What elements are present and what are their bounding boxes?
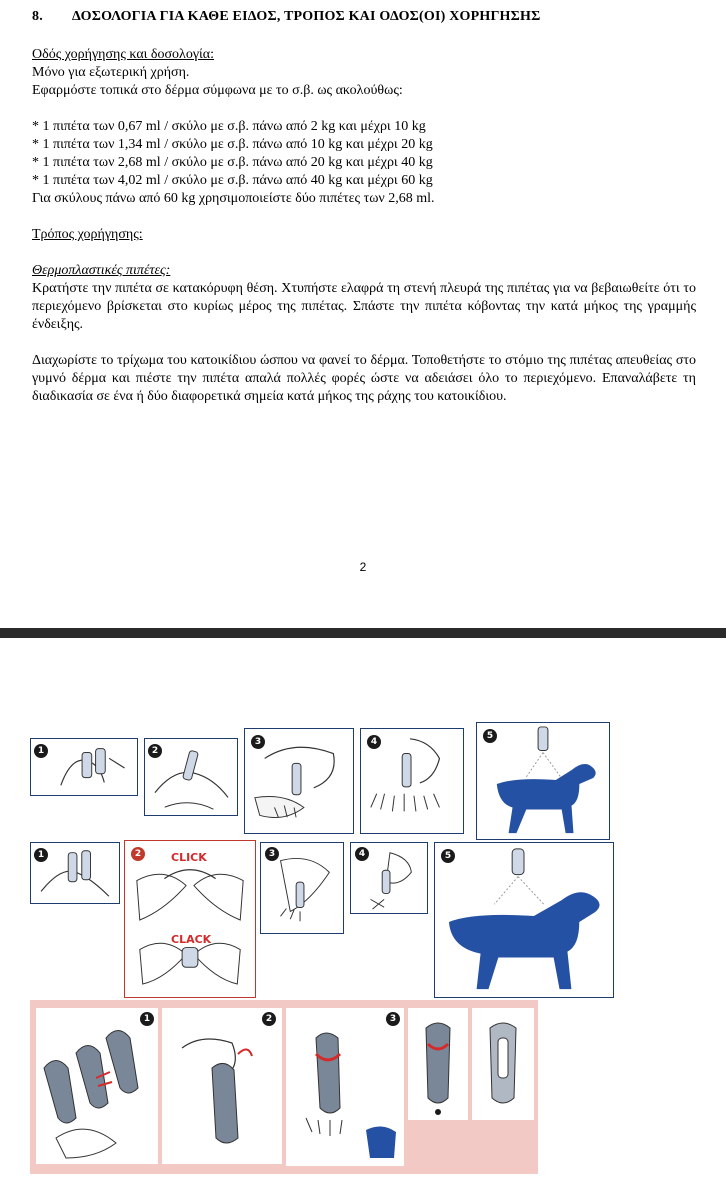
step-badge: 3 (265, 847, 279, 861)
row2-step3-panel (260, 842, 344, 934)
row3-empty-panel (472, 1008, 534, 1120)
three-pipettes-illustration (36, 1008, 158, 1164)
dose-line: * 1 πιπέτα των 2,68 ml / σκύλο με σ.β. πάνω από 20 kg και μέχρι 40 kg (32, 155, 433, 170)
step-badge: 3 (386, 1012, 400, 1026)
dose-line: * 1 πιπέτα των 0,67 ml / σκύλο με σ.β. πάνω από 2 kg και μέχρι 10 kg (32, 119, 426, 134)
route-heading: Οδός χορήγησης και δοσολογία: (32, 47, 215, 62)
dog-silhouette-illustration (477, 723, 609, 839)
row1-step3-panel (244, 728, 354, 834)
row2-step2-panel (124, 840, 256, 998)
step-badge: 3 (251, 735, 265, 749)
page-separator (0, 628, 726, 638)
row2-step4-panel (350, 842, 428, 914)
row1-step2-panel (144, 738, 238, 816)
step-badge: 4 (367, 735, 381, 749)
method-subheading: Θερμοπλαστικές πιπέτες: (32, 263, 171, 278)
method-paragraph-1: Κρατήστε την πιπέτα σε κατακόρυφη θέση. Χτυπήστε ελαφρά τη στενή πλευρά της πιπέτας για να βεβαιωθείτε ότι το περιεχόμενο βρίσκεται στο κυρίως μέρος της πιπέτας. Σπάστε την πιπέτα κόβοντας την κατά μήκος της γραμμής ένδειξης. (32, 281, 696, 332)
step-badge: 1 (34, 848, 48, 862)
row3-step3-panel (286, 1008, 404, 1166)
step-badge: 1 (34, 744, 48, 758)
page-number: 2 (359, 560, 367, 574)
dose-line: * 1 πιπέτα των 1,34 ml / σκύλο με σ.β. πάνω από 10 kg και μέχρι 20 kg (32, 137, 433, 152)
snap-tip-illustration (162, 1008, 282, 1164)
row1-step4-panel (360, 728, 464, 834)
apply-dog-illustration (286, 1008, 404, 1166)
click-clack-illustration (125, 841, 255, 997)
route-line-1: Μόνο για εξωτερική χρήση. (32, 65, 190, 80)
row2-step1-panel (30, 842, 120, 904)
route-line-2: Εφαρμόστε τοπικά στο δέρμα σύμφωνα με το σ.β. ως ακολούθως: (32, 83, 403, 98)
step-badge: 5 (441, 849, 455, 863)
row3-detail-panel (408, 1008, 468, 1120)
method-paragraph-2: Διαχωρίστε το τρίχωμα του κατοικίδιου ώσπου να φανεί το δέρμα. Τοποθετήστε το στόμιο της πιπέτας απευθείας στο γυμνό δέρμα και πιέστε την πιπέτα απαλά πολλές φορές ώστε να αδειάσει όλο το περιεχόμενο. Επαναλάβετε τη διαδικασία σε ένα ή δύο διαφορετικά σημεία κατά μήκος της ράχης του κατοικίδιου. (32, 353, 696, 404)
method-heading: Τρόπος χορήγησης: (32, 227, 143, 242)
step-badge: 1 (140, 1012, 154, 1026)
step-badge: 5 (483, 729, 497, 743)
dog-silhouette-illustration (435, 843, 613, 997)
step-badge: 2 (131, 847, 145, 861)
pipette-detail-illustration (408, 1008, 468, 1120)
row2-step5-panel (434, 842, 614, 998)
section-number: 8. (32, 9, 43, 24)
row1-step1-panel (30, 738, 138, 796)
row3-step1-panel (36, 1008, 158, 1164)
text-body (32, 8, 696, 406)
click-label: CLICK (171, 851, 207, 864)
row3-step2-panel (162, 1008, 282, 1164)
step-badge: 4 (355, 847, 369, 861)
step-badge: 2 (148, 744, 162, 758)
clack-label: CLACK (171, 933, 212, 946)
section-title: ΔΟΣΟΛΟΓΙΑ ΓΙΑ ΚΑΘΕ ΕΙΔΟΣ, ΤΡΟΠΟΣ ΚΑΙ ΟΔΟΣ(ΟΙ) ΧΟΡΗΓΗΣΗΣ (72, 9, 541, 24)
dose-note: Για σκύλους πάνω από 60 kg χρησιμοποιείστε δύο πιπέτες των 2,68 ml. (32, 191, 435, 206)
empty-pipette-illustration (472, 1008, 534, 1120)
dose-line: * 1 πιπέτα των 4,02 ml / σκύλο με σ.β. πάνω από 40 kg και μέχρι 60 kg (32, 173, 433, 188)
step-badge: 2 (262, 1012, 276, 1026)
row1-step5-panel (476, 722, 610, 840)
section-heading (32, 8, 696, 26)
